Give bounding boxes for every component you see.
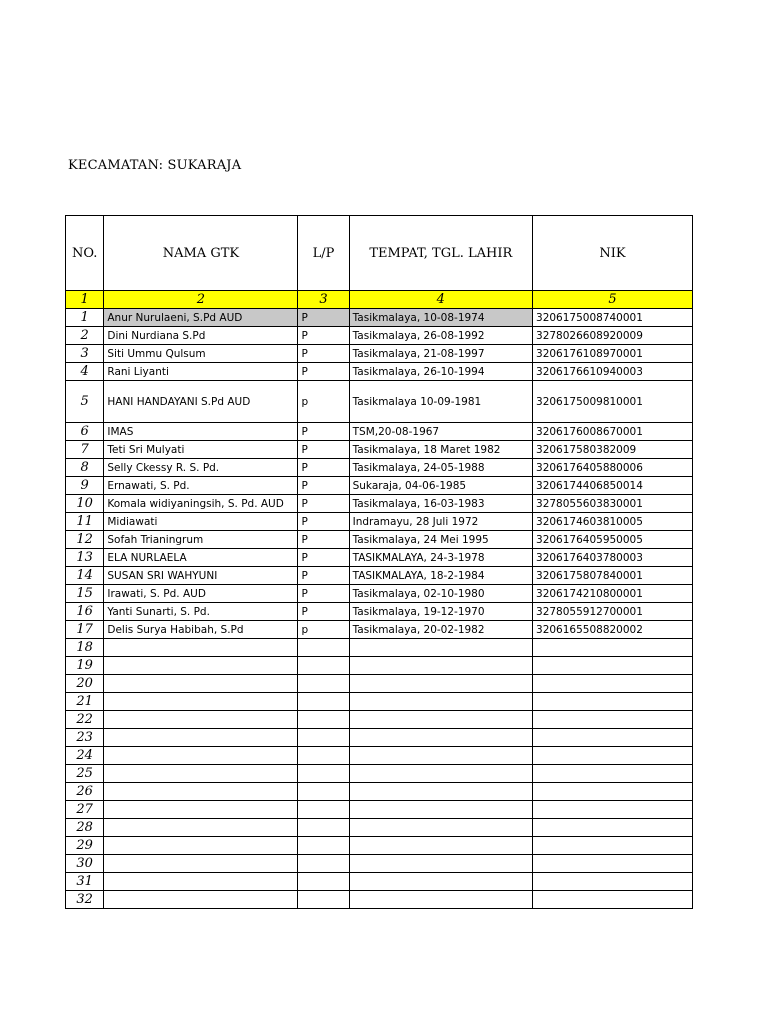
- table-row: [66, 459, 693, 477]
- cell-nama: [104, 639, 298, 657]
- cell-nik: [533, 693, 693, 711]
- cell-nik: 3278055603830001: [533, 495, 693, 513]
- district-heading: KECAMATAN: SUKARAJA: [68, 158, 242, 173]
- cell-lp: [298, 729, 349, 747]
- cell-nik: [533, 675, 693, 693]
- cell-tempat: [349, 675, 532, 693]
- table-row: [66, 891, 693, 909]
- cell-no: 2: [66, 327, 104, 345]
- cell-nik: 3206174406850014: [533, 477, 693, 495]
- cell-nik: [533, 729, 693, 747]
- cell-no: 4: [66, 363, 104, 381]
- cell-nama: SUSAN SRI WAHYUNI: [104, 567, 298, 585]
- cell-no: 3: [66, 345, 104, 363]
- cell-nik: 3206175009810001: [533, 381, 693, 423]
- cell-no: 23: [66, 729, 104, 747]
- table-row: [66, 657, 693, 675]
- cell-nama: [104, 711, 298, 729]
- cell-nik: 3206176008670001: [533, 423, 693, 441]
- header-nik: NIK: [533, 216, 693, 291]
- cell-nama: [104, 783, 298, 801]
- index-cell: 5: [533, 291, 693, 309]
- cell-nama: Sofah Trianingrum: [104, 531, 298, 549]
- table-row: [66, 345, 693, 363]
- table-row: [66, 309, 693, 327]
- cell-nama: [104, 801, 298, 819]
- cell-nama: [104, 891, 298, 909]
- cell-nama: Yanti Sunarti, S. Pd.: [104, 603, 298, 621]
- cell-lp: P: [298, 603, 349, 621]
- cell-no: 13: [66, 549, 104, 567]
- cell-nama: Teti Sri Mulyati: [104, 441, 298, 459]
- cell-tempat: TASIKMALAYA, 18-2-1984: [349, 567, 532, 585]
- table-row: [66, 495, 693, 513]
- table-row: [66, 423, 693, 441]
- table-row: [66, 711, 693, 729]
- table-row: [66, 327, 693, 345]
- cell-nama: [104, 747, 298, 765]
- cell-no: 27: [66, 801, 104, 819]
- cell-tempat: Tasikmalaya, 19-12-1970: [349, 603, 532, 621]
- cell-nama: Komala widiyaningsih, S. Pd. AUD: [104, 495, 298, 513]
- cell-lp: [298, 837, 349, 855]
- cell-no: 31: [66, 873, 104, 891]
- table-row: [66, 363, 693, 381]
- cell-nik: [533, 765, 693, 783]
- cell-nama: [104, 837, 298, 855]
- cell-lp: P: [298, 477, 349, 495]
- cell-tempat: Tasikmalaya, 16-03-1983: [349, 495, 532, 513]
- cell-lp: [298, 657, 349, 675]
- cell-lp: [298, 819, 349, 837]
- cell-nik: 3206174210800001: [533, 585, 693, 603]
- table-row: [66, 801, 693, 819]
- cell-lp: p: [298, 621, 349, 639]
- cell-nik: 3206174603810005: [533, 513, 693, 531]
- cell-no: 11: [66, 513, 104, 531]
- cell-tempat: [349, 783, 532, 801]
- header-tempat: TEMPAT, TGL. LAHIR: [349, 216, 532, 291]
- table-row: [66, 747, 693, 765]
- cell-tempat: Tasikmalaya, 26-10-1994: [349, 363, 532, 381]
- cell-tempat: Tasikmalaya, 20-02-1982: [349, 621, 532, 639]
- header-no: NO.: [66, 216, 104, 291]
- cell-tempat: TSM,20-08-1967: [349, 423, 532, 441]
- cell-nik: [533, 891, 693, 909]
- cell-nik: [533, 711, 693, 729]
- cell-nik: [533, 819, 693, 837]
- cell-no: 14: [66, 567, 104, 585]
- index-cell: 4: [349, 291, 532, 309]
- cell-tempat: [349, 711, 532, 729]
- cell-nik: 3206176405950005: [533, 531, 693, 549]
- cell-nik: 3206176610940003: [533, 363, 693, 381]
- cell-nik: 320617580382009: [533, 441, 693, 459]
- cell-nama: [104, 855, 298, 873]
- table-row: [66, 513, 693, 531]
- column-index-row: [66, 291, 693, 309]
- cell-tempat: Tasikmalaya 10-09-1981: [349, 381, 532, 423]
- cell-nik: [533, 855, 693, 873]
- cell-tempat: [349, 891, 532, 909]
- cell-nama: Irawati, S. Pd. AUD: [104, 585, 298, 603]
- cell-lp: [298, 747, 349, 765]
- cell-nama: Midiawati: [104, 513, 298, 531]
- cell-no: 18: [66, 639, 104, 657]
- cell-lp: P: [298, 549, 349, 567]
- cell-tempat: Indramayu, 28 Juli 1972: [349, 513, 532, 531]
- cell-nik: 3206175807840001: [533, 567, 693, 585]
- cell-no: 20: [66, 675, 104, 693]
- cell-no: 5: [66, 381, 104, 423]
- cell-nama: [104, 729, 298, 747]
- cell-nama: Ernawati, S. Pd.: [104, 477, 298, 495]
- cell-nik: [533, 837, 693, 855]
- cell-lp: P: [298, 567, 349, 585]
- cell-nik: [533, 801, 693, 819]
- gtk-table: [65, 215, 693, 909]
- cell-no: 21: [66, 693, 104, 711]
- cell-lp: [298, 639, 349, 657]
- cell-no: 10: [66, 495, 104, 513]
- cell-no: 25: [66, 765, 104, 783]
- cell-tempat: [349, 729, 532, 747]
- cell-tempat: Tasikmalaya, 02-10-1980: [349, 585, 532, 603]
- index-cell: 1: [66, 291, 104, 309]
- cell-no: 6: [66, 423, 104, 441]
- cell-nama: Siti Ummu Qulsum: [104, 345, 298, 363]
- cell-lp: P: [298, 531, 349, 549]
- cell-lp: P: [298, 345, 349, 363]
- cell-no: 26: [66, 783, 104, 801]
- table-row: [66, 531, 693, 549]
- cell-no: 17: [66, 621, 104, 639]
- cell-lp: P: [298, 495, 349, 513]
- cell-nik: 3278055912700001: [533, 603, 693, 621]
- cell-nama: Dini Nurdiana S.Pd: [104, 327, 298, 345]
- cell-tempat: Tasikmalaya, 24-05-1988: [349, 459, 532, 477]
- table-row: [66, 675, 693, 693]
- table-row: [66, 621, 693, 639]
- cell-no: 29: [66, 837, 104, 855]
- cell-nik: 3278026608920009: [533, 327, 693, 345]
- cell-lp: [298, 675, 349, 693]
- cell-nik: 3206165508820002: [533, 621, 693, 639]
- table-row: [66, 729, 693, 747]
- cell-tempat: [349, 765, 532, 783]
- table-body: [66, 309, 693, 909]
- cell-lp: [298, 873, 349, 891]
- cell-nik: [533, 657, 693, 675]
- cell-lp: [298, 855, 349, 873]
- cell-tempat: Tasikmalaya, 24 Mei 1995: [349, 531, 532, 549]
- cell-tempat: [349, 801, 532, 819]
- cell-lp: P: [298, 327, 349, 345]
- cell-no: 32: [66, 891, 104, 909]
- cell-lp: P: [298, 423, 349, 441]
- cell-tempat: [349, 693, 532, 711]
- cell-lp: [298, 891, 349, 909]
- cell-nama: ELA NURLAELA: [104, 549, 298, 567]
- cell-tempat: [349, 855, 532, 873]
- cell-nama: Selly Ckessy R. S. Pd.: [104, 459, 298, 477]
- cell-no: 28: [66, 819, 104, 837]
- cell-lp: P: [298, 513, 349, 531]
- cell-no: 22: [66, 711, 104, 729]
- table-row: [66, 855, 693, 873]
- table-row: [66, 693, 693, 711]
- cell-nama: [104, 765, 298, 783]
- cell-nik: [533, 873, 693, 891]
- header-row: [66, 216, 693, 291]
- cell-no: 15: [66, 585, 104, 603]
- cell-nik: [533, 639, 693, 657]
- cell-nama: [104, 819, 298, 837]
- cell-no: 1: [66, 309, 104, 327]
- cell-nik: 3206176403780003: [533, 549, 693, 567]
- cell-nama: [104, 675, 298, 693]
- cell-nama: Delis Surya Habibah, S.Pd: [104, 621, 298, 639]
- table-row: [66, 639, 693, 657]
- cell-tempat: [349, 747, 532, 765]
- cell-nik: 3206176405880006: [533, 459, 693, 477]
- table-row: [66, 477, 693, 495]
- cell-lp: [298, 693, 349, 711]
- cell-lp: [298, 783, 349, 801]
- cell-nik: [533, 747, 693, 765]
- cell-no: 7: [66, 441, 104, 459]
- header-lp: L/P: [298, 216, 349, 291]
- cell-tempat: [349, 873, 532, 891]
- cell-tempat: Tasikmalaya, 26-08-1992: [349, 327, 532, 345]
- cell-nama: HANI HANDAYANI S.Pd AUD: [104, 381, 298, 423]
- cell-tempat: Tasikmalaya, 18 Maret 1982: [349, 441, 532, 459]
- cell-lp: [298, 765, 349, 783]
- table-row: [66, 567, 693, 585]
- cell-lp: P: [298, 459, 349, 477]
- index-cell: 2: [104, 291, 298, 309]
- table-row: [66, 873, 693, 891]
- cell-lp: P: [298, 309, 349, 327]
- cell-nik: 3206176108970001: [533, 345, 693, 363]
- table-row: [66, 603, 693, 621]
- cell-nama: [104, 873, 298, 891]
- cell-lp: [298, 801, 349, 819]
- cell-lp: P: [298, 441, 349, 459]
- cell-tempat: Sukaraja, 04-06-1985: [349, 477, 532, 495]
- cell-lp: p: [298, 381, 349, 423]
- cell-no: 19: [66, 657, 104, 675]
- cell-no: 8: [66, 459, 104, 477]
- cell-nama: [104, 693, 298, 711]
- table-row: [66, 549, 693, 567]
- cell-no: 24: [66, 747, 104, 765]
- table-row: [66, 585, 693, 603]
- table-row: [66, 819, 693, 837]
- cell-tempat: Tasikmalaya, 21-08-1997: [349, 345, 532, 363]
- table-row: [66, 837, 693, 855]
- cell-nama: [104, 657, 298, 675]
- cell-no: 30: [66, 855, 104, 873]
- cell-tempat: [349, 819, 532, 837]
- cell-tempat: [349, 657, 532, 675]
- table-row: [66, 783, 693, 801]
- cell-tempat: TASIKMALAYA, 24-3-1978: [349, 549, 532, 567]
- cell-lp: [298, 711, 349, 729]
- header-nama: NAMA GTK: [104, 216, 298, 291]
- table-row: [66, 765, 693, 783]
- cell-lp: P: [298, 585, 349, 603]
- cell-no: 16: [66, 603, 104, 621]
- table-row: [66, 441, 693, 459]
- cell-nama: Anur Nurulaeni, S.Pd AUD: [104, 309, 298, 327]
- cell-tempat: [349, 639, 532, 657]
- cell-tempat: [349, 837, 532, 855]
- cell-nama: IMAS: [104, 423, 298, 441]
- cell-no: 12: [66, 531, 104, 549]
- index-cell: 3: [298, 291, 349, 309]
- cell-nik: 3206175008740001: [533, 309, 693, 327]
- cell-nama: Rani Liyanti: [104, 363, 298, 381]
- cell-nik: [533, 783, 693, 801]
- table-row: [66, 381, 693, 423]
- cell-no: 9: [66, 477, 104, 495]
- cell-tempat: Tasikmalaya, 10-08-1974: [349, 309, 532, 327]
- cell-lp: P: [298, 363, 349, 381]
